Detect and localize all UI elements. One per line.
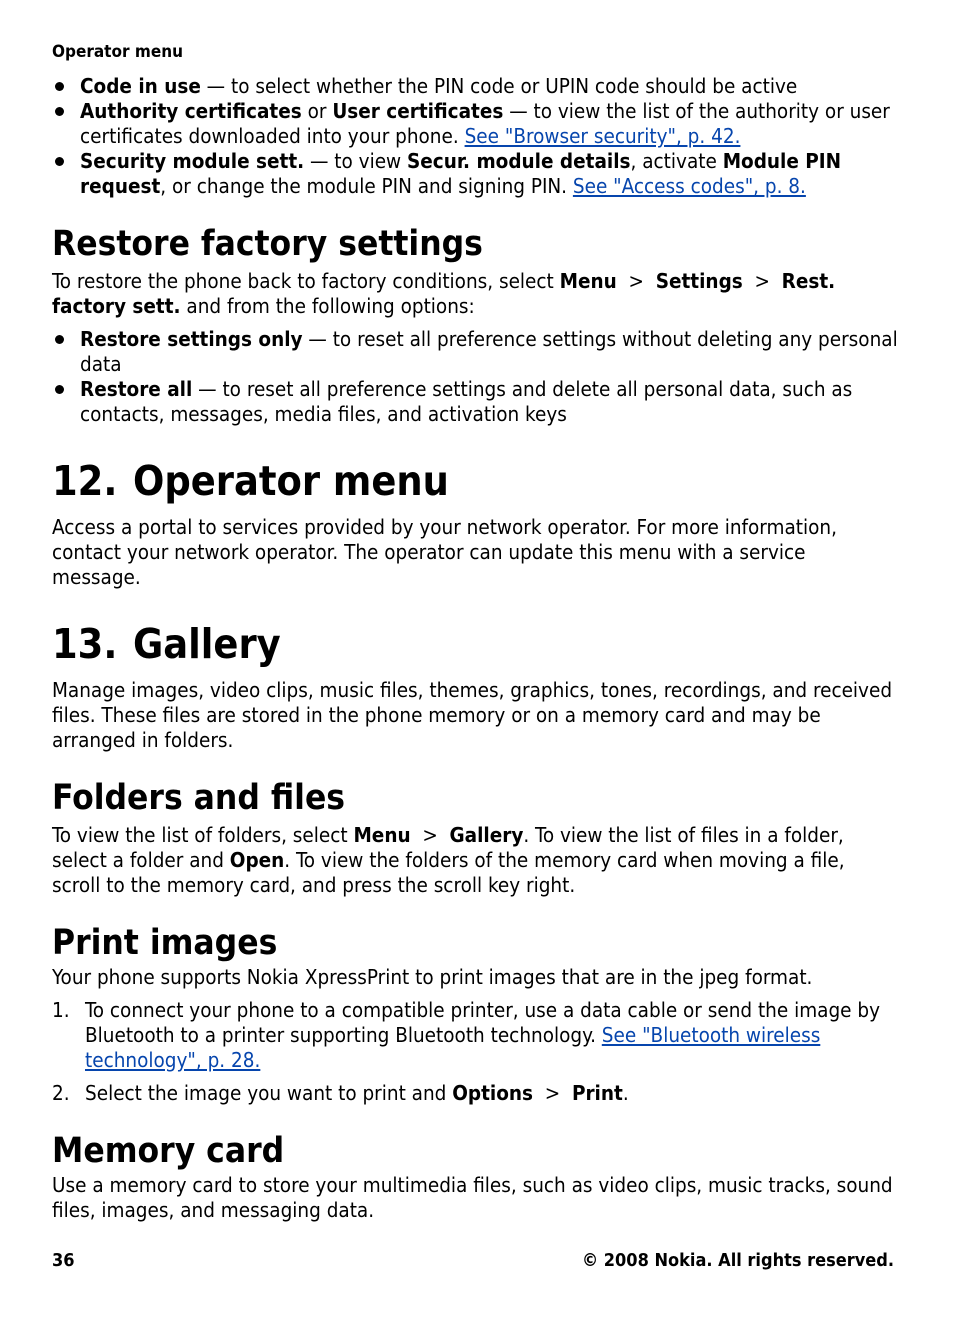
step-number: 2. xyxy=(52,1081,70,1105)
text-run: and from the following options: xyxy=(180,294,475,318)
menu-path-item: Print xyxy=(571,1081,623,1105)
chapter-13-text: Manage images, video clips, music files, themes, graphics, tones, recordings, and received files. These files are stored in the phone memory or on a memory card and may be arranged in folders. xyxy=(52,678,893,752)
option-desc: , activate xyxy=(630,149,723,173)
chapter-12-text: Access a portal to services provided by your network operator. For more information, contact your network operator. The operator can update this menu with a service message. xyxy=(52,515,837,589)
text-run: To view the list of folders, select xyxy=(52,823,354,847)
menu-path-item: Settings xyxy=(655,269,743,293)
access-codes-link[interactable]: See "Access codes", p. 8. xyxy=(572,174,806,198)
option-desc: , or change the module PIN and signing PIN. xyxy=(160,174,573,198)
step-number: 1. xyxy=(52,998,70,1022)
memory-text: Use a memory card to store your multimedia files, such as video clips, music tracks, sound files, images, and messaging data. xyxy=(52,1173,893,1222)
text-run: . To view the list of files in a folder, select a folder and xyxy=(52,823,844,872)
bluetooth-link[interactable]: See "Bluetooth wireless technology", p. 28. xyxy=(85,1023,821,1072)
option-name: Restore all xyxy=(80,377,193,401)
list-item xyxy=(52,377,898,427)
menu-separator: > xyxy=(754,269,770,293)
option-desc: — to reset all preference settings without deleting any personal data xyxy=(80,327,898,376)
copyright-notice: © 2008 Nokia. All rights reserved. xyxy=(581,1250,894,1271)
running-head: Operator menu xyxy=(52,42,183,62)
menu-path-item: Open xyxy=(229,848,285,872)
list-item xyxy=(52,149,898,199)
option-desc: — to reset all preference settings and delete all personal data, such as contacts, messages, media files, and activation keys xyxy=(80,377,853,426)
document-page xyxy=(52,40,898,1223)
text-run: To restore the phone back to factory conditions, select xyxy=(52,269,560,293)
page-number: 36 xyxy=(52,1250,75,1271)
menu-separator: > xyxy=(544,1081,561,1105)
chapter-title: Gallery xyxy=(133,620,281,668)
menu-path-item: Rest. factory sett. xyxy=(52,269,836,318)
step-text: . xyxy=(622,1081,629,1105)
text-run: . To view the folders of the memory card when moving a file, scroll to the memory card, and press the scroll key right. xyxy=(52,848,845,897)
restore-intro xyxy=(52,269,898,319)
list-item xyxy=(52,99,898,149)
security-options-list xyxy=(52,74,898,199)
option-name: Restore settings only xyxy=(80,327,303,351)
print-steps-list xyxy=(52,998,898,1106)
page-footer xyxy=(52,1249,894,1273)
menu-path-item: Gallery xyxy=(449,823,524,847)
menu-separator: > xyxy=(628,269,644,293)
menu-path-item: Options xyxy=(452,1081,534,1105)
chapter-13-heading xyxy=(52,620,898,668)
list-item xyxy=(52,74,898,99)
option-name: Authority certificates xyxy=(80,99,302,123)
menu-separator: > xyxy=(422,823,438,847)
browser-security-link[interactable]: See "Browser security", p. 42. xyxy=(464,124,741,148)
step-text: Select the image you want to print and xyxy=(85,1081,453,1105)
option-desc: or xyxy=(301,99,333,123)
list-item xyxy=(52,1081,898,1106)
option-name: Code in use xyxy=(80,74,201,98)
option-desc: — to view the list of the authority or user certificates downloaded into your phone. xyxy=(80,99,890,148)
menu-path-item: Menu xyxy=(559,269,617,293)
print-intro: Your phone supports Nokia XpressPrint to print images that are in the jpeg format. xyxy=(52,965,813,989)
option-name: Module PIN request xyxy=(80,149,842,198)
list-item xyxy=(52,998,898,1073)
option-name: Secur. module details xyxy=(407,149,631,173)
option-desc: — to select whether the PIN code or UPIN code should be active xyxy=(200,74,798,98)
folders-text xyxy=(52,823,898,898)
chapter-number: 13. xyxy=(52,620,118,668)
print-heading: Print images xyxy=(52,923,278,963)
option-name: User certificates xyxy=(332,99,504,123)
step-text: To connect your phone to a compatible printer, use a data cable or send the image by Bluetooth to a printer supporting Bluetooth technology. xyxy=(85,998,881,1047)
chapter-12-heading xyxy=(52,457,898,505)
restore-heading: Restore factory settings xyxy=(52,224,483,264)
restore-options-list xyxy=(52,327,898,427)
chapter-title: Operator menu xyxy=(133,457,449,505)
option-desc: — to view xyxy=(304,149,407,173)
folders-heading: Folders and files xyxy=(52,778,346,818)
memory-heading: Memory card xyxy=(52,1131,285,1171)
menu-path-item: Menu xyxy=(353,823,411,847)
option-name: Security module sett. xyxy=(80,149,305,173)
chapter-number: 12. xyxy=(52,457,118,505)
list-item xyxy=(52,327,898,377)
